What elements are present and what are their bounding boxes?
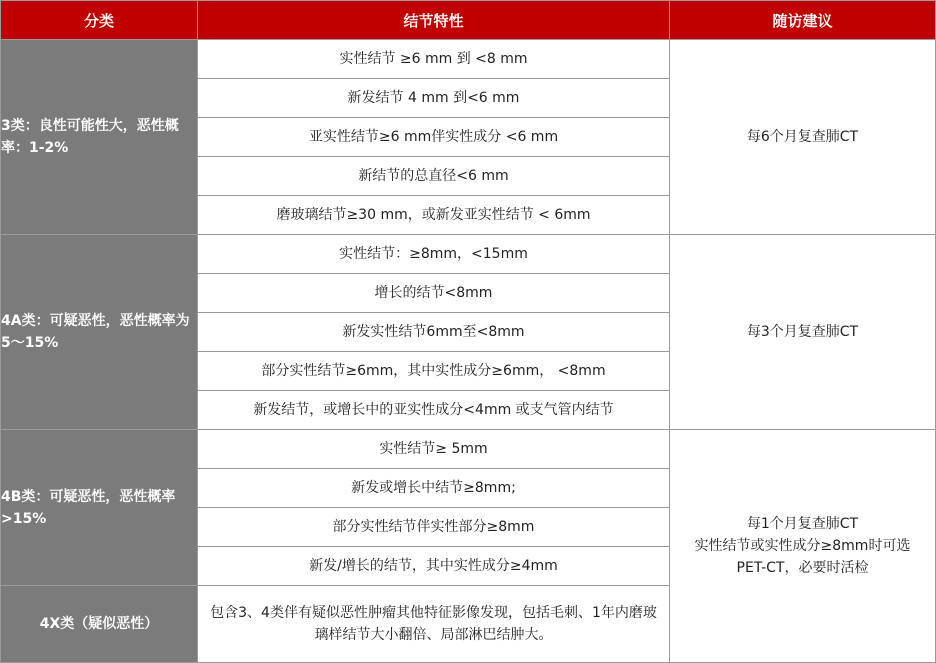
followup-line: 实性结节或实性成分≥8mm时可选 bbox=[694, 538, 911, 554]
feature-cell: 增长的结节<8mm bbox=[198, 274, 670, 313]
table-row bbox=[1, 235, 936, 274]
category-cell-4a: 4A类：可疑恶性，恶性概率为5～15% bbox=[1, 235, 198, 430]
feature-cell: 实性结节≥ 5mm bbox=[198, 430, 670, 469]
followup-cell-4a bbox=[670, 235, 936, 430]
feature-cell: 新发实性结节6mm至<8mm bbox=[198, 313, 670, 352]
table-row bbox=[1, 40, 936, 79]
followup-line: 每1个月复查肺CT bbox=[746, 516, 859, 532]
followup-line: 每6个月复查肺CT bbox=[746, 129, 859, 145]
followup-cell-3 bbox=[670, 40, 936, 235]
feature-cell: 亚实性结节≥6 mm伴实性成分 <6 mm bbox=[198, 118, 670, 157]
header-followup: 随访建议 bbox=[670, 1, 936, 40]
header-row bbox=[1, 1, 936, 40]
feature-cell: 实性结节：≥8mm，<15mm bbox=[198, 235, 670, 274]
feature-cell: 新发或增长中结节≥8mm; bbox=[198, 469, 670, 508]
feature-cell: 实性结节 ≥6 mm 到 <8 mm bbox=[198, 40, 670, 79]
feature-cell: 新发/增长的结节，其中实性成分≥4mm bbox=[198, 547, 670, 586]
category-cell-3: 3类：良性可能性大，恶性概率：1-2% bbox=[1, 40, 198, 235]
feature-cell: 包含3、4类伴有疑似恶性肿瘤其他特征影像发现，包括毛刺、1年内磨玻璃样结节大小翻倍、局部淋巴结肿大。 bbox=[198, 586, 670, 663]
feature-cell: 新结节的总直径<6 mm bbox=[198, 157, 670, 196]
category-cell-4b: 4B类：可疑恶性，恶性概率>15% bbox=[1, 430, 198, 586]
followup-cell-4b-4x bbox=[670, 430, 936, 663]
header-category: 分类 bbox=[1, 1, 198, 40]
feature-cell: 磨玻璃结节≥30 mm，或新发亚实性结节 < 6mm bbox=[198, 196, 670, 235]
header-features: 结节特性 bbox=[198, 1, 670, 40]
followup-line: PET-CT，必要时活检 bbox=[736, 560, 869, 576]
feature-cell: 新发结节 4 mm 到<6 mm bbox=[198, 79, 670, 118]
category-cell-4x: 4X类（疑似恶性） bbox=[1, 586, 198, 663]
feature-cell: 部分实性结节伴实性部分≥8mm bbox=[198, 508, 670, 547]
feature-cell: 部分实性结节≥6mm，其中实性成分≥6mm， <8mm bbox=[198, 352, 670, 391]
followup-line: 每3个月复查肺CT bbox=[746, 324, 859, 340]
table-row bbox=[1, 430, 936, 469]
feature-cell: 新发结节，或增长中的亚实性成分<4mm 或支气管内结节 bbox=[198, 391, 670, 430]
